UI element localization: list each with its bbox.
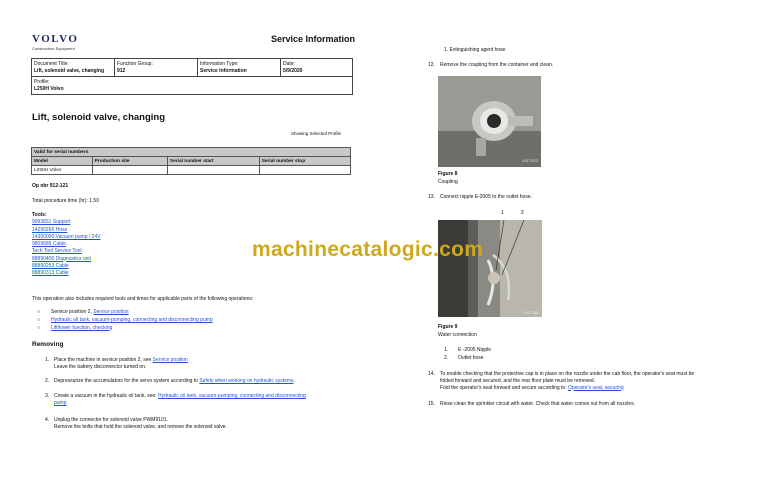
includes-list: [37, 309, 213, 332]
includes-item: [37, 317, 213, 325]
figure-8-caption: Coupling: [438, 179, 458, 185]
step-text: Create a vacuum in the hydraulic oil tank, see:: [54, 393, 158, 399]
vacuum-pump-link[interactable]: Hydraulic oil tank, vacuum-pumping, connecting and disconnecting pump: [51, 316, 213, 323]
date-label: Date:: [283, 61, 295, 67]
bullet-icon: ○: [37, 324, 41, 331]
figure-9-items: [444, 347, 491, 362]
step-text: To enable checking that the protective cap is in place on the nozzle under the cab floor, the operator's seat must be: [440, 371, 695, 377]
vacuum-pumping-link[interactable]: Hydraulic oil tank, vacuum-pumping, connecting and disconnecting: [157, 393, 306, 399]
step-number: 15.: [428, 401, 435, 407]
includes-item: [37, 309, 213, 317]
volvo-logo: VOLVO: [32, 33, 79, 45]
figure-9-item-text: Outlet hose: [458, 354, 484, 361]
serial-header-site: Production site: [92, 157, 167, 166]
step-text: Place the machine in service position 2, see: [54, 357, 153, 363]
step-3: [45, 393, 360, 407]
tool-link[interactable]: 14360000 Vacuum pump / 24V: [32, 233, 101, 240]
figure-9-caption: Water connection: [438, 332, 477, 338]
serial-header-stop: Serial number stop: [259, 157, 350, 166]
water-connection-photo: [438, 220, 542, 317]
serial-header-model: Model: [32, 157, 93, 166]
page-title: Lift, solenoid valve, changing: [32, 112, 166, 123]
document-title-cell: [32, 59, 115, 77]
step-number: 14.: [428, 371, 435, 377]
profile-label: Profile:: [34, 79, 50, 85]
water-connection-image: [438, 220, 542, 317]
includes-text: This operation also includes required tools and times for applicable parts of the following operations:: [32, 296, 254, 302]
serial-cell-start: [167, 166, 259, 175]
hose-item: 1. Extinguishing agent hose: [444, 47, 506, 53]
step-number: 4.: [45, 417, 50, 423]
serial-cell-model: L250H Volvo: [32, 166, 93, 175]
step-text: Remove the coupling from the container and clean.: [440, 62, 554, 68]
function-group-cell: [115, 59, 198, 77]
step-text: Depressurize the accumulators for the servo system according to: [54, 378, 200, 384]
coupling-photo: [438, 76, 541, 167]
includes-item: [37, 325, 213, 333]
includes-item-prefix: Service position 2,: [51, 309, 94, 315]
watermark: machinecatalogic.com: [252, 238, 484, 261]
serial-table-caption: Valid for serial numbers: [32, 148, 351, 157]
step-number: 12.: [428, 62, 435, 68]
logo-subtitle: Construction Equipment: [32, 46, 75, 51]
document-title-label: Document Title:: [34, 61, 69, 67]
vacuum-pumping-link-cont[interactable]: pump: [54, 399, 67, 406]
date-cell: [281, 59, 353, 77]
tool-link[interactable]: 88890400 Diagnostics unit: [32, 255, 91, 262]
step-number: 3.: [45, 393, 50, 399]
tool-link[interactable]: 9993831 Support: [32, 219, 71, 226]
tools-list: [32, 212, 101, 277]
coupling-image: [438, 76, 541, 167]
figure-code: V1077480: [523, 311, 539, 315]
bullet-icon: ○: [37, 309, 41, 315]
operators-seat-link[interactable]: Operator's seat, securing: [567, 384, 624, 391]
step-text: Rinse clean the sprinkler circuit with water. Check that water comes out from all nozzles.: [440, 401, 636, 407]
service-info-title: Service Information: [271, 34, 356, 44]
step-1: [45, 357, 360, 371]
tool-link[interactable]: Tech Tool Service Tool: [32, 248, 82, 255]
figure-9-item-text: E -2005 Nipple: [458, 347, 492, 353]
lift-lower-check-link[interactable]: Lift/lower function, checking: [51, 324, 113, 331]
op-number: Op nbr 912-121: [32, 183, 69, 189]
tool-link[interactable]: 88890253 Cable: [32, 262, 69, 269]
showing-profile-note: Showing Selected Profile: [291, 131, 342, 136]
tool-link[interactable]: 14290266 Hose: [32, 226, 68, 233]
callout-2: 2: [521, 210, 524, 216]
removing-heading: Removing: [32, 341, 64, 348]
document-title-value: Lift, solenoid valve, changing: [34, 67, 105, 74]
step-text: Unplug the connector for solenoid valve PWM9101.: [54, 417, 168, 423]
step-text: Connect nipple E-2005 to the outlet hose.: [440, 194, 533, 200]
serial-number-table: [31, 147, 351, 175]
tools-label: Tools:: [32, 212, 47, 218]
figure-9-label: Figure 9: [438, 324, 458, 330]
step-13: [428, 194, 532, 201]
step-12: [428, 62, 553, 69]
info-type-label: Information Type:: [200, 61, 239, 67]
callout-1: 1: [501, 210, 504, 216]
function-group-label: Function Group:: [117, 61, 153, 67]
figure-8-label: Figure 8: [438, 171, 458, 177]
step-text-line2: Remove the bolts that hold the solenoid valve, and remove the solenoid valve.: [54, 423, 227, 430]
tool-link[interactable]: 88890313 Cable: [32, 270, 69, 276]
profile-cell: [32, 77, 353, 95]
step-text-end: .: [293, 378, 295, 384]
service-position-link[interactable]: Service position: [152, 357, 188, 363]
figure-9-item: 2. Outlet hose: [444, 354, 484, 361]
step-15: [428, 401, 635, 408]
step-text-line3: Fold the operator's seat forward and secure according to:: [440, 384, 568, 391]
serial-cell-stop: [259, 166, 350, 175]
service-position-link[interactable]: Service position: [93, 309, 129, 315]
figure-9-item: 1. E -2005 Nipple: [444, 347, 492, 353]
bullet-icon: ○: [37, 316, 41, 323]
date-value: 5/9/2020: [283, 67, 303, 74]
document-info-table: [31, 58, 353, 95]
tool-link[interactable]: 9809685 Cable: [32, 241, 66, 247]
step-number: 2.: [45, 378, 50, 384]
step-2: [45, 378, 360, 385]
procedure-time: Total procedure time (hr): 1.50: [32, 198, 99, 204]
figure-code: V1077473: [522, 159, 538, 163]
profile-value: L250H Volvo: [34, 85, 64, 92]
function-group-value: 912: [117, 67, 126, 74]
serial-cell-site: [92, 166, 167, 175]
info-type-cell: [198, 59, 281, 77]
hydraulic-safety-link[interactable]: Safety when working on hydraulic systems: [199, 378, 294, 384]
step-number: 1.: [45, 357, 50, 363]
step-text-line2: Leave the battery disconnector turned on.: [54, 363, 147, 370]
step-14: [428, 371, 758, 391]
info-type-value: Service Information: [200, 67, 247, 74]
serial-header-start: Serial number start: [167, 157, 259, 166]
step-text-line2: folded forward and secured, and the rear floor plate must be removed.: [440, 377, 596, 384]
step-4: [45, 417, 360, 431]
step-number: 13.: [428, 194, 435, 200]
